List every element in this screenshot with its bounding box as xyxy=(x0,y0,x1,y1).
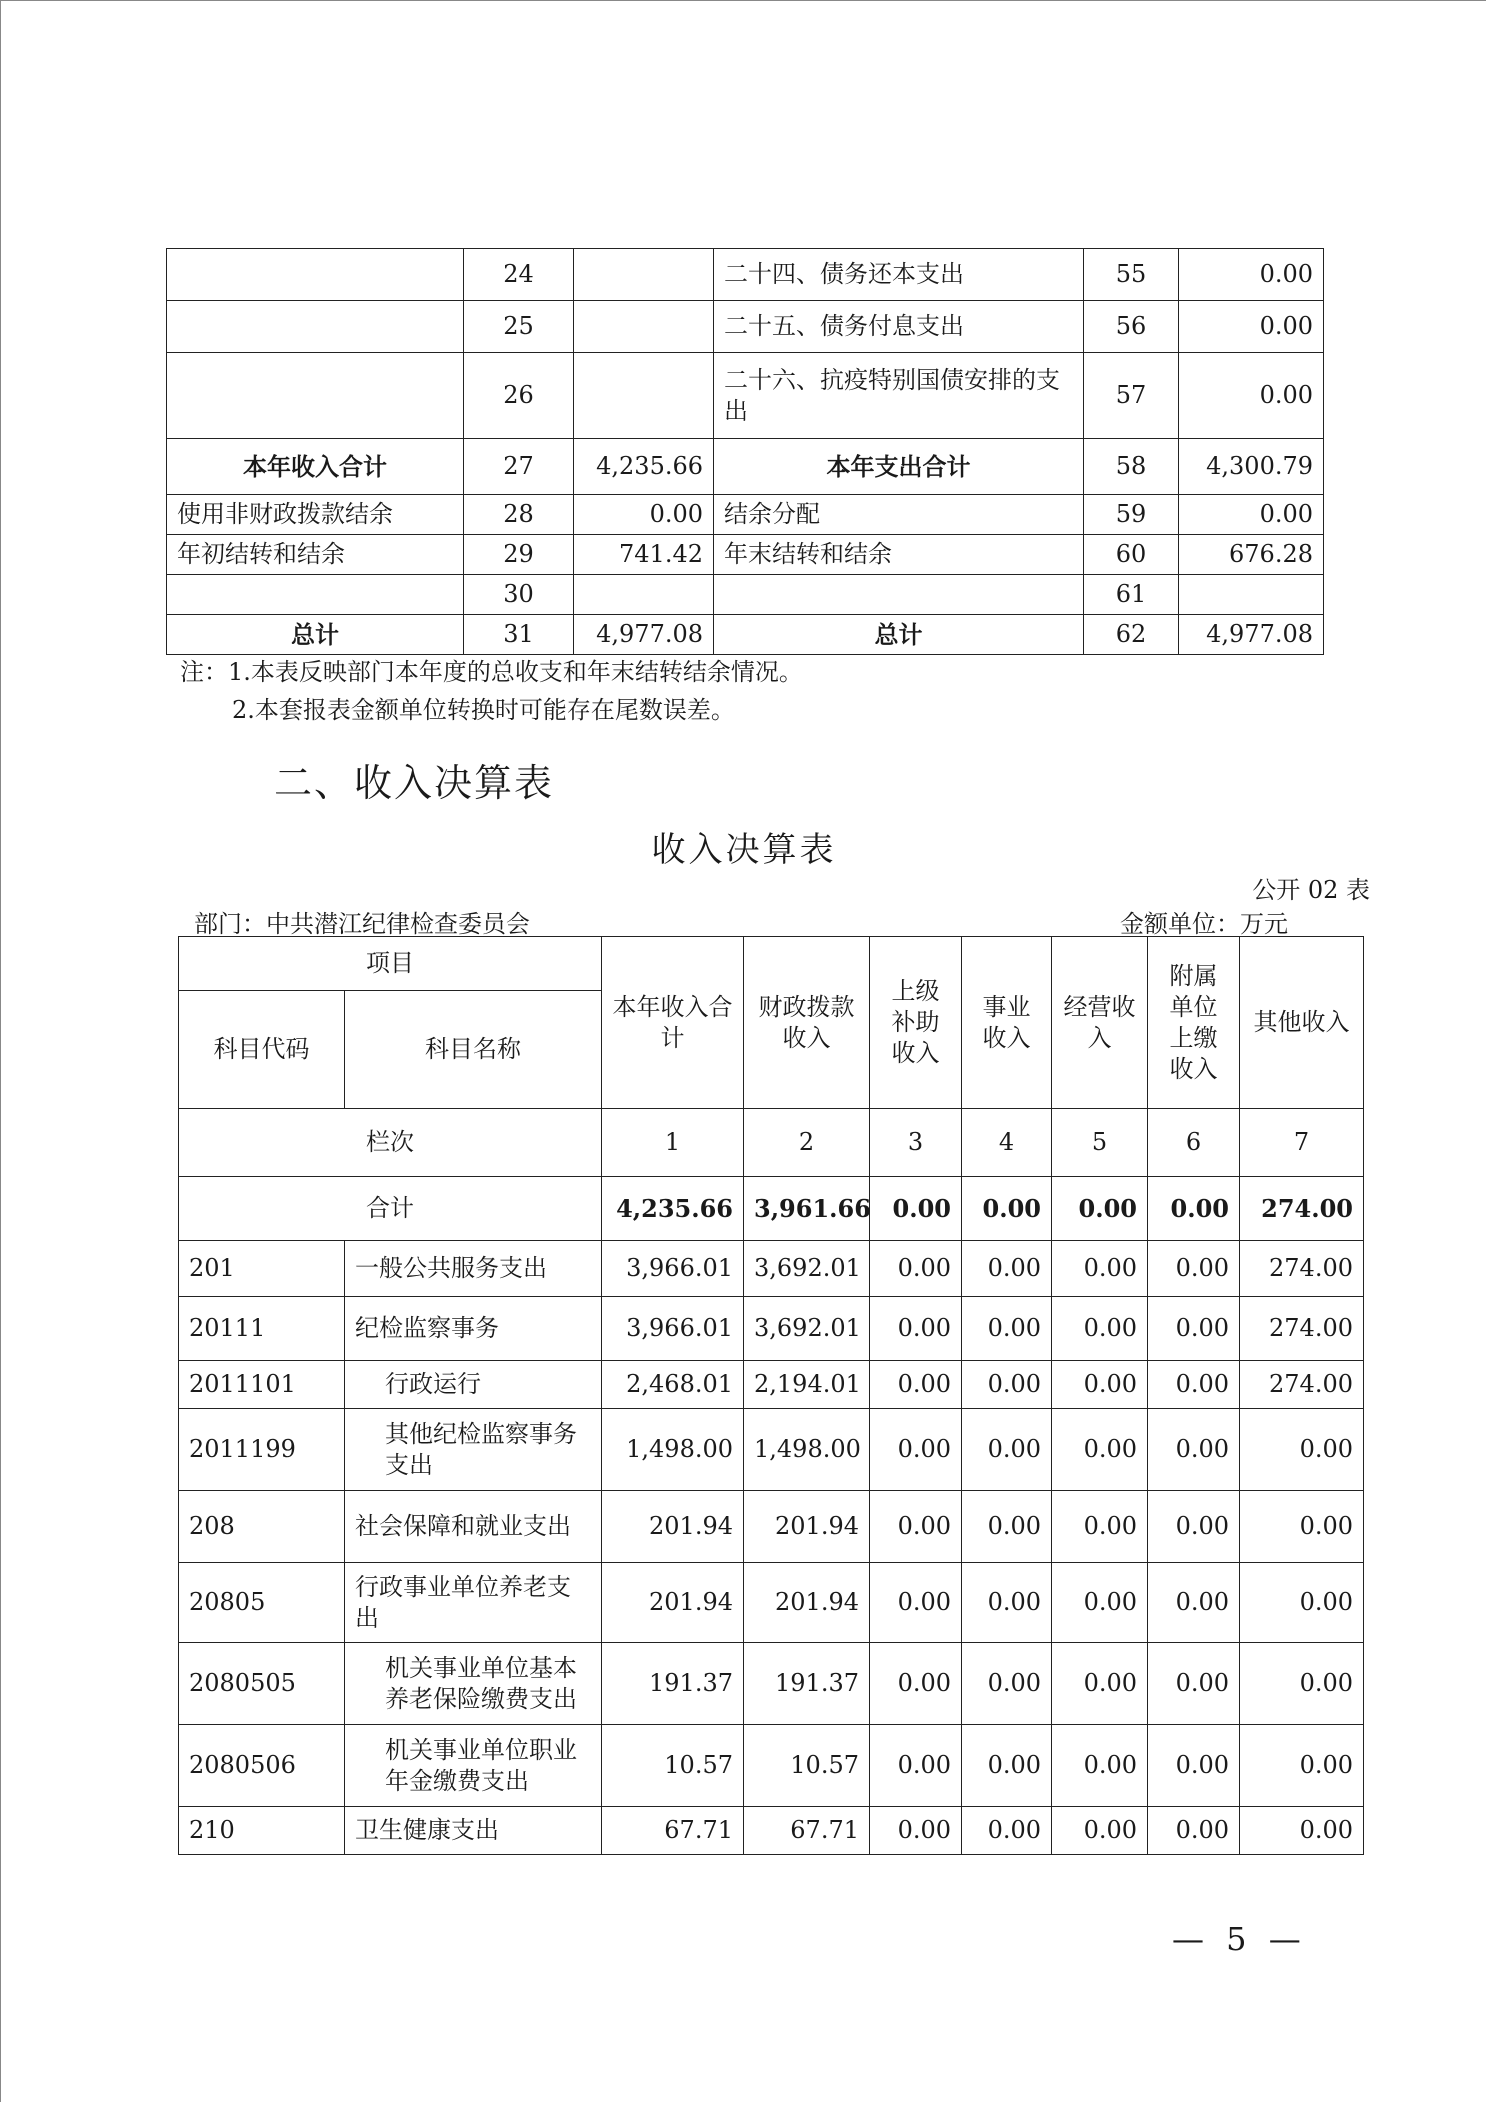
subject-name: 卫生健康支出 xyxy=(345,1807,602,1855)
income-amount xyxy=(574,575,714,615)
amount-cell: 0.00 xyxy=(1052,1409,1148,1491)
amount-cell: 274.00 xyxy=(1240,1297,1364,1361)
income-table xyxy=(178,936,1364,1855)
subject-code: 20805 xyxy=(179,1563,345,1643)
income-item xyxy=(167,249,464,301)
amount-cell: 0.00 xyxy=(962,1563,1052,1643)
subject-code: 2080506 xyxy=(179,1725,345,1807)
amount-cell: 0.00 xyxy=(1240,1807,1364,1855)
header-item: 项目 xyxy=(179,937,602,991)
amount-cell: 0.00 xyxy=(1052,1643,1148,1725)
header-row xyxy=(179,937,1364,991)
income-amount xyxy=(574,353,714,439)
subject-name: 机关事业单位基本养老保险缴费支出 xyxy=(345,1643,602,1725)
income-amount xyxy=(574,301,714,353)
amount-cell: 0.00 xyxy=(962,1241,1052,1297)
amount-cell: 0.00 xyxy=(870,1643,962,1725)
subject-name: 纪检监察事务 xyxy=(345,1297,602,1361)
total-row xyxy=(179,1177,1364,1241)
income-subtotal-label: 本年收入合计 xyxy=(167,439,464,495)
column-index-row xyxy=(179,1109,1364,1177)
expense-amount: 0.00 xyxy=(1179,495,1324,535)
form-code: 公开 02 表 xyxy=(1252,876,1370,904)
table-row xyxy=(179,1563,1364,1643)
expense-item: 年末结转和结余 xyxy=(714,535,1084,575)
table-row xyxy=(167,495,1324,535)
header-col2: 财政拨款收入 xyxy=(744,937,870,1109)
amount-cell: 2,468.01 xyxy=(602,1361,744,1409)
amount-cell: 0.00 xyxy=(962,1297,1052,1361)
column-index: 7 xyxy=(1240,1109,1364,1177)
amount-cell: 0.00 xyxy=(1148,1297,1240,1361)
subject-code: 20111 xyxy=(179,1297,345,1361)
column-index: 5 xyxy=(1052,1109,1148,1177)
amount-cell: 0.00 xyxy=(1240,1725,1364,1807)
department-label: 部门：中共潜江纪律检查委员会 xyxy=(194,910,530,938)
expense-line: 58 xyxy=(1084,439,1179,495)
amount-cell: 10.57 xyxy=(744,1725,870,1807)
amount-cell: 0.00 xyxy=(1148,1807,1240,1855)
income-line: 30 xyxy=(464,575,574,615)
income-grand-total-label: 总计 xyxy=(167,615,464,655)
income-amount: 741.42 xyxy=(574,535,714,575)
table-row xyxy=(167,353,1324,439)
subject-name: 一般公共服务支出 xyxy=(345,1241,602,1297)
amount-cell: 3,692.01 xyxy=(744,1241,870,1297)
total-value: 4,235.66 xyxy=(602,1177,744,1241)
expense-line: 55 xyxy=(1084,249,1179,301)
table-row xyxy=(179,1807,1364,1855)
income-amount xyxy=(574,249,714,301)
amount-cell: 3,692.01 xyxy=(744,1297,870,1361)
income-line: 29 xyxy=(464,535,574,575)
expense-amount: 676.28 xyxy=(1179,535,1324,575)
expense-item xyxy=(714,575,1084,615)
amount-cell: 0.00 xyxy=(1052,1297,1148,1361)
header-col3: 上级补助收入 xyxy=(870,937,962,1109)
subject-code: 201 xyxy=(179,1241,345,1297)
expense-item: 二十五、债务付息支出 xyxy=(714,301,1084,353)
income-amount: 4,977.08 xyxy=(574,615,714,655)
header-name: 科目名称 xyxy=(345,991,602,1109)
table-row xyxy=(179,1241,1364,1297)
expense-line: 57 xyxy=(1084,353,1179,439)
income-item: 使用非财政拨款结余 xyxy=(167,495,464,535)
income-item: 年初结转和结余 xyxy=(167,535,464,575)
amount-cell: 0.00 xyxy=(870,1409,962,1491)
amount-cell: 274.00 xyxy=(1240,1241,1364,1297)
subject-name: 社会保障和就业支出 xyxy=(345,1491,602,1563)
section-heading: 二、收入决算表 xyxy=(274,761,555,805)
amount-cell: 67.71 xyxy=(744,1807,870,1855)
amount-cell: 0.00 xyxy=(1148,1241,1240,1297)
table-row xyxy=(179,1297,1364,1361)
total-label: 合计 xyxy=(179,1177,602,1241)
amount-cell: 0.00 xyxy=(1052,1361,1148,1409)
expense-item: 二十六、抗疫特别国债安排的支出 xyxy=(714,353,1084,439)
amount-cell: 0.00 xyxy=(1148,1563,1240,1643)
amount-cell: 1,498.00 xyxy=(602,1409,744,1491)
amount-cell: 0.00 xyxy=(962,1491,1052,1563)
amount-cell: 191.37 xyxy=(602,1643,744,1725)
expense-amount: 0.00 xyxy=(1179,249,1324,301)
subject-name: 行政事业单位养老支出 xyxy=(345,1563,602,1643)
column-index: 6 xyxy=(1148,1109,1240,1177)
expense-item: 二十四、债务还本支出 xyxy=(714,249,1084,301)
amount-cell: 0.00 xyxy=(1052,1563,1148,1643)
table-row xyxy=(167,301,1324,353)
table-row xyxy=(167,575,1324,615)
expense-line: 62 xyxy=(1084,615,1179,655)
subject-code: 2080505 xyxy=(179,1643,345,1725)
income-line: 27 xyxy=(464,439,574,495)
column-index: 3 xyxy=(870,1109,962,1177)
amount-cell: 0.00 xyxy=(962,1409,1052,1491)
income-item xyxy=(167,301,464,353)
unit-label: 金额单位：万元 xyxy=(1120,910,1288,938)
header-col5: 经营收入 xyxy=(1052,937,1148,1109)
amount-cell: 0.00 xyxy=(1148,1643,1240,1725)
income-line: 26 xyxy=(464,353,574,439)
table-row xyxy=(167,249,1324,301)
amount-cell: 0.00 xyxy=(962,1643,1052,1725)
header-col1: 本年收入合计 xyxy=(602,937,744,1109)
expense-line: 60 xyxy=(1084,535,1179,575)
table-title: 收入决算表 xyxy=(651,830,837,870)
total-value: 3,961.66 xyxy=(744,1177,870,1241)
header-col7: 其他收入 xyxy=(1240,937,1364,1109)
income-line: 28 xyxy=(464,495,574,535)
amount-cell: 67.71 xyxy=(602,1807,744,1855)
table-row xyxy=(179,1409,1364,1491)
subject-name: 其他纪检监察事务支出 xyxy=(345,1409,602,1491)
amount-cell: 0.00 xyxy=(870,1563,962,1643)
table-row xyxy=(179,1491,1364,1563)
amount-cell: 201.94 xyxy=(744,1563,870,1643)
total-value: 0.00 xyxy=(1148,1177,1240,1241)
income-line: 25 xyxy=(464,301,574,353)
expense-line: 59 xyxy=(1084,495,1179,535)
subject-code: 2011199 xyxy=(179,1409,345,1491)
expense-amount: 0.00 xyxy=(1179,301,1324,353)
amount-cell: 0.00 xyxy=(1240,1491,1364,1563)
amount-cell: 191.37 xyxy=(744,1643,870,1725)
amount-cell: 2,194.01 xyxy=(744,1361,870,1409)
column-index-label: 栏次 xyxy=(179,1109,602,1177)
amount-cell: 274.00 xyxy=(1240,1361,1364,1409)
income-line: 31 xyxy=(464,615,574,655)
amount-cell: 201.94 xyxy=(602,1491,744,1563)
amount-cell: 0.00 xyxy=(1052,1725,1148,1807)
subject-name: 机关事业单位职业年金缴费支出 xyxy=(345,1725,602,1807)
total-value: 0.00 xyxy=(962,1177,1052,1241)
expense-subtotal-label: 本年支出合计 xyxy=(714,439,1084,495)
table-note-2: 2.本套报表金额单位转换时可能存在尾数误差。 xyxy=(232,696,735,724)
table-note-1: 注：1.本表反映部门本年度的总收支和年末结转结余情况。 xyxy=(180,658,803,686)
income-item xyxy=(167,575,464,615)
amount-cell: 201.94 xyxy=(744,1491,870,1563)
amount-cell: 10.57 xyxy=(602,1725,744,1807)
amount-cell: 3,966.01 xyxy=(602,1241,744,1297)
amount-cell: 0.00 xyxy=(1148,1361,1240,1409)
income-amount: 0.00 xyxy=(574,495,714,535)
column-index: 2 xyxy=(744,1109,870,1177)
expense-grand-total-label: 总计 xyxy=(714,615,1084,655)
column-index: 4 xyxy=(962,1109,1052,1177)
table-row xyxy=(179,1361,1364,1409)
table-row xyxy=(167,535,1324,575)
total-value: 0.00 xyxy=(1052,1177,1148,1241)
expense-amount: 0.00 xyxy=(1179,353,1324,439)
expense-amount: 4,977.08 xyxy=(1179,615,1324,655)
amount-cell: 0.00 xyxy=(962,1361,1052,1409)
amount-cell: 0.00 xyxy=(1240,1643,1364,1725)
amount-cell: 0.00 xyxy=(1052,1241,1148,1297)
table-row xyxy=(167,439,1324,495)
amount-cell: 0.00 xyxy=(1148,1491,1240,1563)
total-value: 0.00 xyxy=(870,1177,962,1241)
amount-cell: 1,498.00 xyxy=(744,1409,870,1491)
expense-line: 61 xyxy=(1084,575,1179,615)
page-number: — 5 — xyxy=(1172,1920,1307,1958)
amount-cell: 0.00 xyxy=(870,1361,962,1409)
amount-cell: 0.00 xyxy=(1240,1409,1364,1491)
amount-cell: 0.00 xyxy=(1148,1725,1240,1807)
amount-cell: 0.00 xyxy=(870,1241,962,1297)
amount-cell: 0.00 xyxy=(962,1725,1052,1807)
expense-amount: 4,300.79 xyxy=(1179,439,1324,495)
income-amount: 4,235.66 xyxy=(574,439,714,495)
amount-cell: 0.00 xyxy=(1148,1409,1240,1491)
amount-cell: 201.94 xyxy=(602,1563,744,1643)
amount-cell: 0.00 xyxy=(962,1807,1052,1855)
subject-code: 2011101 xyxy=(179,1361,345,1409)
table-row xyxy=(167,615,1324,655)
table-row xyxy=(179,1643,1364,1725)
amount-cell: 0.00 xyxy=(1240,1563,1364,1643)
subject-name: 行政运行 xyxy=(345,1361,602,1409)
subject-code: 210 xyxy=(179,1807,345,1855)
total-value: 274.00 xyxy=(1240,1177,1364,1241)
amount-cell: 0.00 xyxy=(1052,1491,1148,1563)
income-item xyxy=(167,353,464,439)
table-row xyxy=(179,1725,1364,1807)
header-col6: 附属单位上缴收入 xyxy=(1148,937,1240,1109)
expense-amount xyxy=(1179,575,1324,615)
column-index: 1 xyxy=(602,1109,744,1177)
amount-cell: 0.00 xyxy=(870,1297,962,1361)
expense-line: 56 xyxy=(1084,301,1179,353)
subject-code: 208 xyxy=(179,1491,345,1563)
amount-cell: 0.00 xyxy=(1052,1807,1148,1855)
income-line: 24 xyxy=(464,249,574,301)
summary-table xyxy=(166,248,1324,655)
amount-cell: 3,966.01 xyxy=(602,1297,744,1361)
header-col4: 事业收入 xyxy=(962,937,1052,1109)
header-code: 科目代码 xyxy=(179,991,345,1109)
expense-item: 结余分配 xyxy=(714,495,1084,535)
amount-cell: 0.00 xyxy=(870,1807,962,1855)
amount-cell: 0.00 xyxy=(870,1491,962,1563)
amount-cell: 0.00 xyxy=(870,1725,962,1807)
